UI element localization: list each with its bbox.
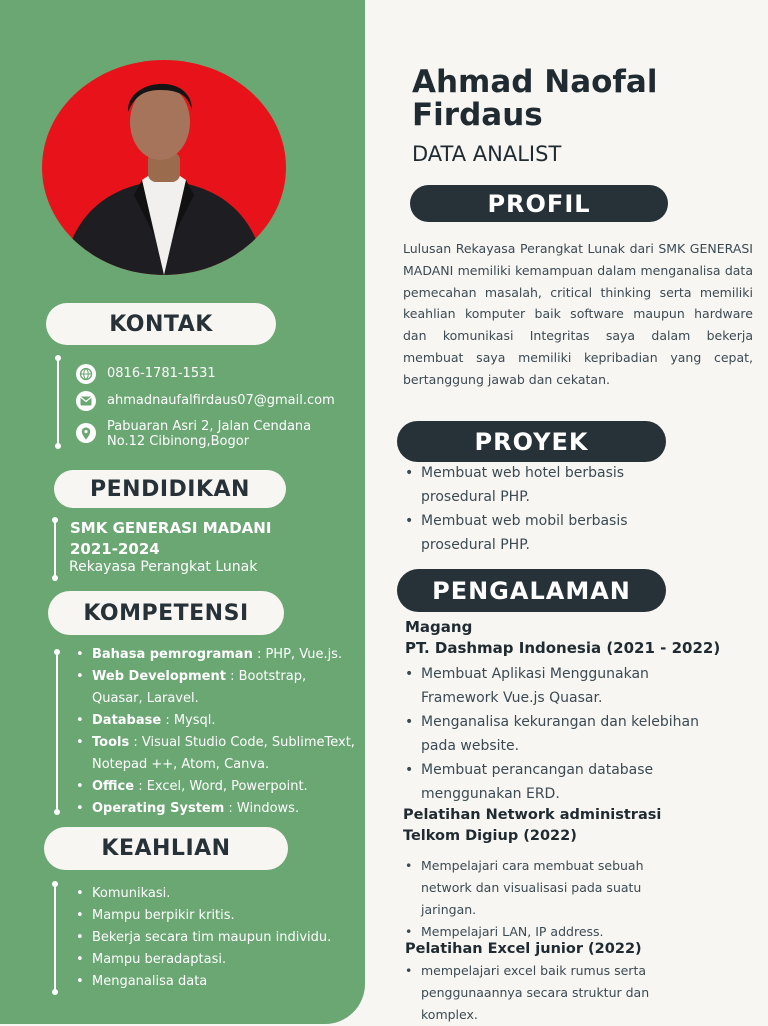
contact-email[interactable]: ahmadnaufalfirdaus07@gmail.com — [107, 393, 335, 408]
list-item: • Bekerja secara tim maupun individu. — [76, 927, 360, 949]
education-major: Rekayasa Perangkat Lunak — [69, 559, 258, 575]
list-item: • Mempelajari LAN, IP address. — [403, 921, 663, 943]
contact-timeline — [57, 358, 59, 446]
experience-training1-title: Pelatihan Network administrasi Telkom Digiup (2022) — [403, 807, 662, 844]
person-name: Ahmad Naofal Firdaus — [412, 64, 658, 133]
list-item: • Office : Excel, Word, Powerpoint. — [76, 776, 360, 798]
experience-heading: PENGALAMAN — [397, 569, 666, 612]
profile-text: Lulusan Rekayasa Perangkat Lunak dari SMK GENERASI MADANI memiliki kemampuan dalam menganalisa data pemecahan masalah, critical thinking serta memiliki keahlian komputer baik software maupun hardware dan komunikasi Integritas saya dalam bekerja membuat saya memiliki kepribadian yang cepat, bertanggung jawab dan cekatan. — [403, 241, 753, 387]
list-item: • Menganalisa data — [76, 971, 360, 993]
contact-address-row — [76, 419, 311, 449]
globe-icon — [76, 364, 96, 384]
list-item: • Operating System : Windows. — [76, 798, 360, 820]
list-item: • Bahasa pemrograman : PHP, Vue.js. — [76, 644, 360, 666]
education-heading: PENDIDIKAN — [54, 470, 286, 508]
list-item: • Komunikasi. — [76, 883, 360, 905]
competence-list — [76, 644, 360, 820]
competence-heading: KOMPETENSI — [48, 591, 284, 635]
list-item: • Tools : Visual Studio Code, SublimeText, Notepad ++, Atom, Canva. — [76, 732, 360, 776]
list-item: • Mampu berpikir kritis. — [76, 905, 360, 927]
location-pin-icon — [76, 423, 96, 443]
list-item: • Membuat Aplikasi Menggunakan Framework Vue.js Quasar. — [403, 662, 703, 710]
experience-training2-title: Pelatihan Excel junior (2022) — [405, 941, 642, 957]
list-item: • Membuat web mobil berbasis prosedural PHP. — [403, 509, 663, 557]
projects-heading: PROYEK — [397, 421, 666, 462]
list-item: • Membuat perancangan database menggunakan ERD. — [403, 758, 703, 806]
profile-photo — [42, 60, 286, 275]
contact-phone[interactable]: 0816-1781-1531 — [107, 366, 216, 381]
contact-address-line2: No.12 Cibinong,Bogor — [107, 434, 250, 449]
contact-heading: KONTAK — [46, 303, 276, 345]
skills-timeline — [54, 884, 56, 992]
list-item: • Mampu beradaptasi. — [76, 949, 360, 971]
education-years: 2021-2024 — [70, 540, 160, 558]
contact-phone-row — [76, 364, 216, 384]
profile-heading: PROFIL — [410, 185, 668, 222]
experience-job1-list — [403, 662, 703, 806]
mail-icon — [76, 391, 96, 411]
experience-job1-title: Magang PT. Dashmap Indonesia (2021 - 2022) — [405, 618, 721, 657]
list-item: • Menganalisa kekurangan dan kelebihan pada website. — [403, 710, 703, 758]
competence-timeline — [56, 652, 58, 812]
list-item: • Membuat web hotel berbasis prosedural PHP. — [403, 461, 663, 509]
list-item: • Database : Mysql. — [76, 710, 360, 732]
skills-heading: KEAHLIAN — [44, 827, 288, 870]
contact-email-row — [76, 391, 335, 411]
education-timeline — [54, 520, 56, 578]
projects-list — [403, 461, 663, 557]
list-item: • mempelajari excel baik rumus serta penggunaannya secara struktur dan komplex. — [403, 960, 673, 1026]
education-school: SMK GENERASI MADANI — [70, 519, 272, 537]
person-role: DATA ANALIST — [412, 142, 562, 166]
experience-training1-list — [403, 855, 663, 943]
contact-address-line1: Pabuaran Asri 2, Jalan Cendana — [107, 419, 312, 434]
experience-training2-list — [403, 960, 673, 1026]
skills-list — [76, 883, 360, 993]
list-item: • Web Development : Bootstrap, Quasar, Laravel. — [76, 666, 360, 710]
list-item: • Mempelajari cara membuat sebuah network dan visualisasi pada suatu jaringan. — [403, 855, 663, 921]
